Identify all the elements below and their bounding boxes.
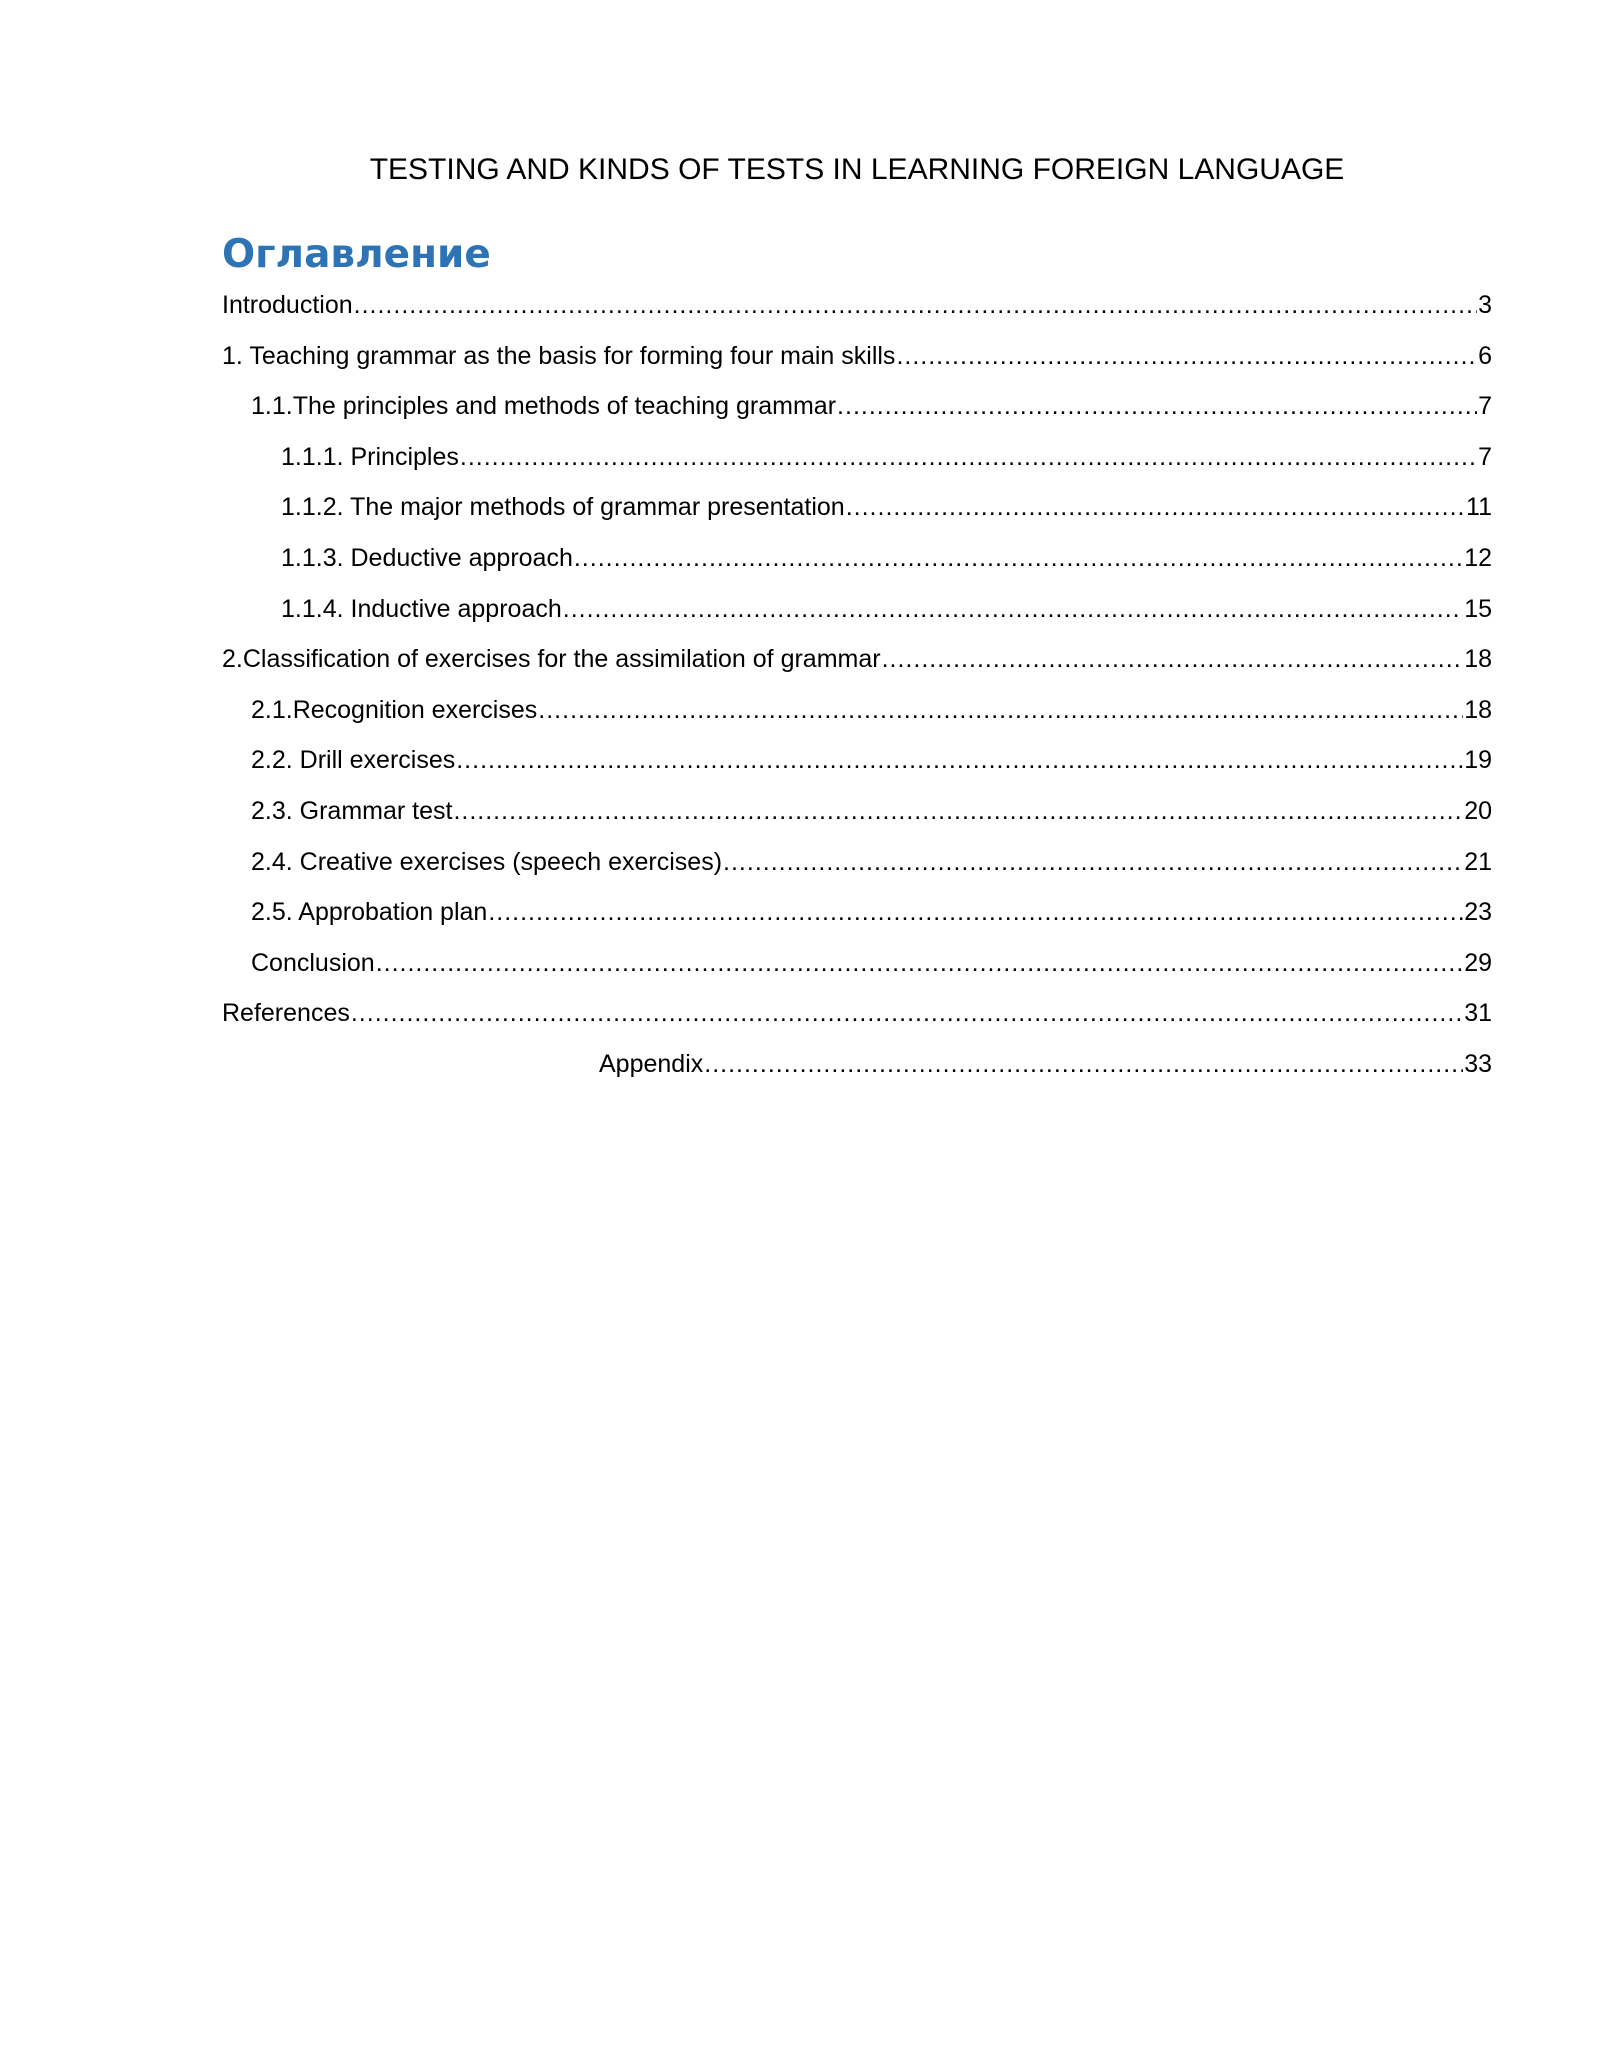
toc-dot-leader — [456, 740, 1463, 780]
toc-entry-appendix[interactable] — [222, 1044, 1492, 1095]
toc-dot-leader — [563, 589, 1463, 629]
toc-dot-leader — [453, 791, 1463, 831]
toc-page-number: 15 — [1464, 594, 1492, 623]
toc-entry-title: Introduction — [222, 291, 353, 319]
toc-page-number: 31 — [1464, 999, 1492, 1028]
toc-entry-1-1-1[interactable] — [222, 437, 1492, 488]
toc-dot-leader — [376, 943, 1464, 983]
toc-entry-1-1-4[interactable] — [222, 589, 1492, 640]
toc-page-number: 7 — [1478, 442, 1492, 471]
toc-page-number: 23 — [1464, 898, 1492, 927]
toc-entry-2-5[interactable] — [222, 892, 1492, 943]
toc-entry-1-1-3[interactable] — [222, 538, 1492, 589]
toc-entry-2-4[interactable] — [222, 842, 1492, 893]
toc-entry-title: Appendix — [599, 1049, 704, 1078]
toc-dot-leader — [882, 639, 1464, 679]
toc-dot-leader — [704, 1044, 1463, 1084]
toc-dot-leader — [896, 336, 1477, 376]
document-title: TESTING AND KINDS OF TESTS IN LEARNING FOREIGN LANGUAGE — [369, 153, 1345, 186]
toc-dot-leader — [460, 437, 1477, 477]
toc-page-number: 21 — [1464, 847, 1492, 876]
toc-page-number: 12 — [1464, 543, 1492, 572]
toc-entry-title: 2.4. Creative exercises (speech exercises) — [251, 847, 723, 876]
table-of-contents — [222, 285, 1492, 1095]
toc-entry-title: 1.1.2. The major methods of grammar presentation — [281, 493, 845, 522]
toc-entry-title: Conclusion — [251, 948, 375, 977]
toc-dot-leader — [574, 538, 1463, 578]
toc-entry-title: 1.1.3. Deductive approach — [281, 543, 573, 572]
toc-page-number: 19 — [1464, 746, 1492, 775]
toc-entry-title: 1. Teaching grammar as the basis for forming four main skills — [222, 341, 896, 370]
toc-dot-leader — [846, 487, 1465, 527]
toc-dot-leader — [351, 993, 1463, 1033]
toc-entry-references[interactable] — [222, 993, 1492, 1044]
toc-entry-title: 2.2. Drill exercises — [251, 746, 456, 775]
toc-entry-title: 1.1.The principles and methods of teaching grammar — [251, 392, 837, 421]
toc-entry-chapter-1[interactable] — [222, 336, 1492, 387]
toc-dot-leader — [488, 892, 1463, 932]
toc-entry-chapter-2[interactable] — [222, 639, 1492, 690]
toc-page-number: 3 — [1478, 291, 1492, 319]
toc-page-number: 29 — [1464, 948, 1492, 977]
toc-entry-title: 1.1.4. Inductive approach — [281, 594, 562, 623]
toc-entry-title: 2.5. Approbation plan — [251, 898, 488, 927]
toc-dot-leader — [354, 285, 1477, 325]
toc-page-number: 6 — [1478, 341, 1492, 370]
toc-dot-leader — [723, 842, 1463, 882]
toc-entry-title: References — [222, 999, 350, 1028]
toc-page-number: 33 — [1464, 1049, 1492, 1078]
toc-entry-1-1[interactable] — [222, 386, 1492, 437]
toc-page-number: 7 — [1478, 392, 1492, 421]
toc-dot-leader — [538, 690, 1463, 730]
toc-page-number: 18 — [1464, 695, 1492, 724]
toc-entry-2-1[interactable] — [222, 690, 1492, 741]
toc-entry-introduction[interactable] — [222, 285, 1492, 336]
toc-page-number: 11 — [1466, 493, 1492, 522]
toc-entry-title: 1.1.1. Principles — [281, 442, 459, 471]
toc-entry-conclusion[interactable] — [222, 943, 1492, 994]
toc-page-number: 18 — [1464, 645, 1492, 674]
toc-entry-2-2[interactable] — [222, 740, 1492, 791]
toc-heading: Оглавление — [222, 232, 491, 277]
toc-entry-title: 2.3. Grammar test — [251, 796, 453, 825]
toc-entry-2-3[interactable] — [222, 791, 1492, 842]
toc-entry-title: 2.1.Recognition exercises — [251, 695, 538, 724]
toc-entry-title: 2.Classification of exercises for the assimilation of grammar — [222, 645, 881, 674]
toc-dot-leader — [837, 386, 1477, 426]
toc-page-number: 20 — [1464, 796, 1492, 825]
toc-entry-1-1-2[interactable] — [222, 487, 1492, 538]
